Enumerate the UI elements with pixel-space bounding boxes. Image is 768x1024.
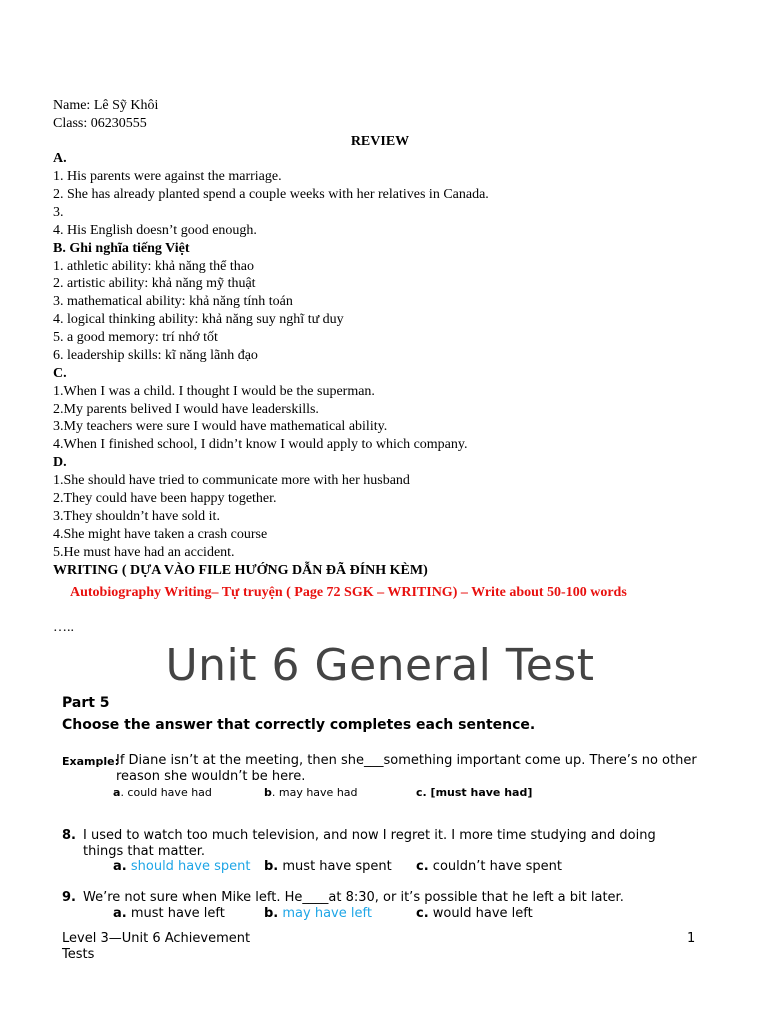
review-heading: REVIEW xyxy=(350,134,410,149)
footer-line2: Tests xyxy=(62,947,95,962)
student-name: Name: Lê Sỹ Khôi xyxy=(53,98,159,113)
section-d-heading: D. xyxy=(53,455,67,470)
option-text: would have left xyxy=(432,906,533,921)
option-text: couldn’t have spent xyxy=(432,859,562,874)
page-number: 1 xyxy=(687,931,696,946)
list-item: 1.When I was a child. I thought I would be the superman. xyxy=(53,384,375,399)
example-option-c xyxy=(416,786,532,800)
test-title: Unit 6 General Test xyxy=(165,640,595,691)
question-8-line2: things that matter. xyxy=(83,844,205,859)
list-item: 2. artistic ability: khả năng mỹ thuật xyxy=(53,276,256,291)
option-letter: a. xyxy=(113,859,127,874)
option-letter: c. xyxy=(416,906,429,921)
list-item: 2.They could have been happy together. xyxy=(53,491,277,506)
writing-task: Autobiography Writing– Tự truyện ( Page 72 SGK – WRITING) – Write about 50-100 words xyxy=(70,585,627,600)
list-item: 5. a good memory: trí nhớ tốt xyxy=(53,330,218,345)
list-item: 2. She has already planted spend a couple weeks with her relatives in Canada. xyxy=(53,187,489,202)
list-item: 4.She might have taken a crash course xyxy=(53,527,268,542)
list-item: 3.They shouldn’t have sold it. xyxy=(53,509,220,524)
list-item: 3. xyxy=(53,205,64,220)
question-9-option-a[interactable] xyxy=(113,906,225,922)
section-a-heading: A. xyxy=(53,151,67,166)
option-text: . may have had xyxy=(271,786,358,799)
option-letter: c. xyxy=(416,859,429,874)
option-letter: b. xyxy=(264,859,279,874)
option-text: [must have had] xyxy=(430,786,533,799)
question-8-option-c[interactable] xyxy=(416,859,562,875)
option-text: must have left xyxy=(130,906,225,921)
question-9-line1: We’re not sure when Mike left. He____at 8:30, or it’s possible that he left a bit later. xyxy=(83,890,624,905)
student-class: Class: 06230555 xyxy=(53,116,147,131)
example-label: Example: xyxy=(62,755,119,768)
option-letter: b xyxy=(264,786,272,799)
question-9-option-b[interactable] xyxy=(264,906,372,922)
example-option-a xyxy=(113,786,212,800)
example-question-line2: reason she wouldn’t be here. xyxy=(116,769,306,784)
section-c-heading: C. xyxy=(53,366,67,381)
list-item: 6. leadership skills: kĩ năng lãnh đạo xyxy=(53,348,258,363)
option-text: may have left xyxy=(282,906,372,921)
part-label: Part 5 xyxy=(62,695,110,711)
option-letter: a. xyxy=(113,906,127,921)
question-8-number: 8. xyxy=(62,828,76,843)
option-text: must have spent xyxy=(282,859,392,874)
list-item: 4.When I finished school, I didn’t know I would apply to which company. xyxy=(53,437,468,452)
ellipsis-text: ….. xyxy=(53,620,74,635)
option-text: should have spent xyxy=(130,859,251,874)
question-8-option-b[interactable] xyxy=(264,859,392,875)
list-item: 1.She should have tried to communicate more with her husband xyxy=(53,473,410,488)
footer-line1: Level 3—Unit 6 Achievement xyxy=(62,931,251,946)
example-question-line1: If Diane isn’t at the meeting, then she___something important come up. There’s no other xyxy=(116,753,697,768)
list-item: 1. athletic ability: khả năng thể thao xyxy=(53,259,254,274)
list-item: 3. mathematical ability: khả năng tính toán xyxy=(53,294,293,309)
option-text: . could have had xyxy=(120,786,212,799)
list-item: 4. logical thinking ability: khả năng suy nghĩ tư duy xyxy=(53,312,344,327)
option-letter: c. xyxy=(416,786,427,799)
list-item: 2.My parents belived I would have leaderskills. xyxy=(53,402,319,417)
question-8-line1: I used to watch too much television, and now I regret it. I more time studying and doing xyxy=(83,828,656,843)
writing-heading: WRITING ( DỰA VÀO FILE HƯỚNG DẪN ĐÃ ĐÍNH KÈM) xyxy=(53,563,428,578)
list-item: 1. His parents were against the marriage. xyxy=(53,169,282,184)
instruction-text: Choose the answer that correctly completes each sentence. xyxy=(62,717,536,733)
option-letter: b. xyxy=(264,906,279,921)
question-9-number: 9. xyxy=(62,890,76,905)
section-b-heading: B. Ghi nghĩa tiếng Việt xyxy=(53,241,190,256)
question-8-option-a[interactable] xyxy=(113,859,250,875)
list-item: 5.He must have had an accident. xyxy=(53,545,235,560)
example-option-b xyxy=(264,786,358,800)
question-9-option-c[interactable] xyxy=(416,906,533,922)
list-item: 4. His English doesn’t good enough. xyxy=(53,223,257,238)
list-item: 3.My teachers were sure I would have mathematical ability. xyxy=(53,419,388,434)
option-letter: a xyxy=(113,786,121,799)
